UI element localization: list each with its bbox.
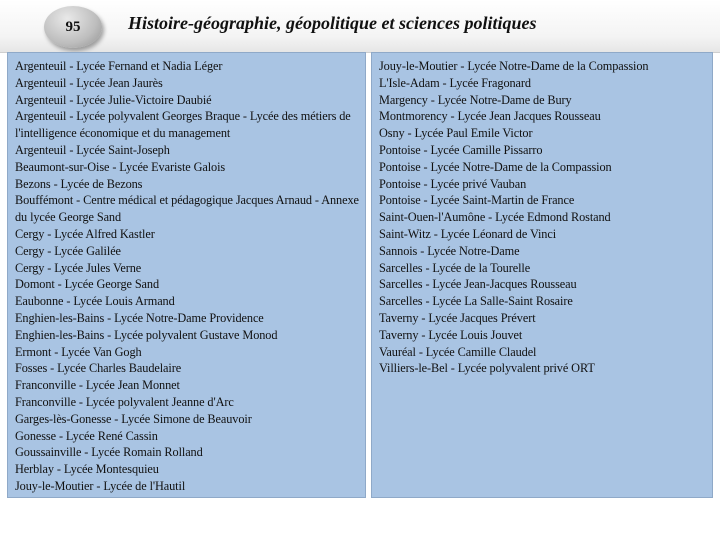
school-entry: Pontoise - Lycée Camille Pissarro xyxy=(379,142,543,157)
right-school-list xyxy=(371,52,713,498)
school-entry: Goussainville - Lycée Romain Rolland xyxy=(15,445,203,460)
school-entry: Argenteuil - Lycée Saint-Joseph xyxy=(15,142,170,157)
school-entry: Cergy - Lycée Galilée xyxy=(15,243,121,258)
school-entry: Herblay - Lycée Montesquieu xyxy=(15,462,159,477)
school-entry: Saint-Ouen-l'Aumône - Lycée Edmond Rostand xyxy=(379,210,611,225)
page-title: Histoire-géographie, géopolitique et sciences politiques xyxy=(128,13,537,33)
school-entry: Margency - Lycée Notre-Dame de Bury xyxy=(379,92,572,107)
school-entry: Cergy - Lycée Jules Verne xyxy=(15,260,142,275)
school-entry: Franconville - Lycée polyvalent Jeanne d'Arc xyxy=(15,394,234,409)
school-entry: Ermont - Lycée Van Gogh xyxy=(15,344,142,359)
school-entry: Argenteuil - Lycée Fernand et Nadia Léger xyxy=(15,59,223,73)
school-entry: Cergy - Lycée Alfred Kastler xyxy=(15,226,155,241)
school-entry: Enghien-les-Bains - Lycée polyvalent Gustave Monod xyxy=(15,327,278,342)
school-entry: Pontoise - Lycée Saint-Martin de France xyxy=(379,193,575,208)
school-entry: Domont - Lycée George Sand xyxy=(15,277,160,292)
school-entry: Sarcelles - Lycée Jean-Jacques Rousseau xyxy=(379,277,577,292)
school-entry: Vauréal - Lycée Camille Claudel xyxy=(379,344,537,359)
school-entry: Bouffémont - Centre médical et pédagogique Jacques Arnaud - Annexe du lycée George Sand xyxy=(15,193,359,225)
left-school-list xyxy=(7,52,366,498)
school-entry: Argenteuil - Lycée polyvalent Georges Braque - Lycée des métiers de l'intelligence économique et du management xyxy=(15,109,351,141)
school-entry: Enghien-les-Bains - Lycée Notre-Dame Providence xyxy=(15,310,264,325)
school-entry: Taverny - Lycée Jacques Prévert xyxy=(379,310,536,325)
department-number: 95 xyxy=(65,18,81,35)
school-entry: Franconville - Lycée Jean Monnet xyxy=(15,378,180,393)
school-entry: Jouy-le-Moutier - Lycée Notre-Dame de la Compassion xyxy=(379,59,649,73)
school-entry: Gonesse - Lycée René Cassin xyxy=(15,428,158,443)
school-entry: Beaumont-sur-Oise - Lycée Evariste Galois xyxy=(15,159,226,174)
school-entry: Pontoise - Lycée Notre-Dame de la Compassion xyxy=(379,159,612,174)
department-badge xyxy=(44,6,102,48)
school-entry: Jouy-le-Moutier - Lycée de l'Hautil xyxy=(15,478,186,493)
school-entry: Sarcelles - Lycée de la Tourelle xyxy=(379,260,531,275)
school-entry: Sarcelles - Lycée La Salle-Saint Rosaire xyxy=(379,294,573,309)
school-entry: Villiers-le-Bel - Lycée polyvalent privé ORT xyxy=(379,361,595,376)
school-entry: Osny - Lycée Paul Emile Victor xyxy=(379,126,533,141)
school-entry: L'Isle-Adam - Lycée Fragonard xyxy=(379,75,531,90)
school-entry: Saint-Witz - Lycée Léonard de Vinci xyxy=(379,226,557,241)
school-entry: Argenteuil - Lycée Julie-Victoire Daubié xyxy=(15,92,212,107)
school-entry: Montmorency - Lycée Jean Jacques Rousseau xyxy=(379,109,601,124)
school-entry: Garges-lès-Gonesse - Lycée Simone de Beauvoir xyxy=(15,411,252,426)
school-entry: Fosses - Lycée Charles Baudelaire xyxy=(15,361,182,376)
school-entry: Eaubonne - Lycée Louis Armand xyxy=(15,294,175,309)
school-entry: Bezons - Lycée de Bezons xyxy=(15,176,143,191)
school-entry: Argenteuil - Lycée Jean Jaurès xyxy=(15,75,163,90)
school-entry: Sannois - Lycée Notre-Dame xyxy=(379,243,520,258)
school-entry: Pontoise - Lycée privé Vauban xyxy=(379,176,527,191)
school-entry: Taverny - Lycée Louis Jouvet xyxy=(379,327,523,342)
